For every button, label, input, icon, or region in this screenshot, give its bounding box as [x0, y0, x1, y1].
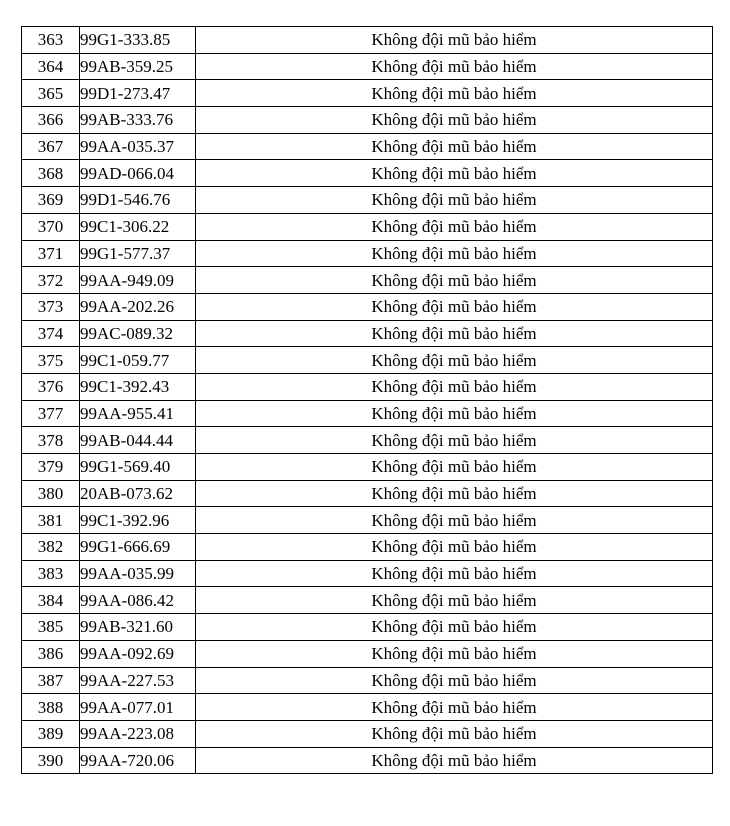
table-row [22, 53, 713, 80]
license-plate-cell: 99AA-949.09 [80, 267, 196, 294]
row-index-cell: 367 [22, 133, 80, 160]
violation-cell: Không đội mũ bảo hiểm [196, 400, 713, 427]
violation-cell: Không đội mũ bảo hiểm [196, 320, 713, 347]
license-plate-cell: 20AB-073.62 [80, 480, 196, 507]
violation-cell: Không đội mũ bảo hiểm [196, 293, 713, 320]
license-plate-cell: 99AD-066.04 [80, 160, 196, 187]
violations-table [21, 26, 713, 774]
license-plate-cell: 99AB-044.44 [80, 427, 196, 454]
table-row [22, 427, 713, 454]
violation-cell: Không đội mũ bảo hiểm [196, 240, 713, 267]
table-row [22, 160, 713, 187]
violation-cell: Không đội mũ bảo hiểm [196, 213, 713, 240]
table-row [22, 747, 713, 774]
violation-cell: Không đội mũ bảo hiểm [196, 347, 713, 374]
license-plate-cell: 99D1-546.76 [80, 187, 196, 214]
violation-cell: Không đội mũ bảo hiểm [196, 694, 713, 721]
row-index-cell: 376 [22, 373, 80, 400]
license-plate-cell: 99G1-577.37 [80, 240, 196, 267]
violation-cell: Không đội mũ bảo hiểm [196, 747, 713, 774]
table-row [22, 507, 713, 534]
table-row [22, 373, 713, 400]
violation-cell: Không đội mũ bảo hiểm [196, 454, 713, 481]
row-index-cell: 388 [22, 694, 80, 721]
row-index-cell: 389 [22, 720, 80, 747]
row-index-cell: 372 [22, 267, 80, 294]
violation-cell: Không đội mũ bảo hiểm [196, 427, 713, 454]
license-plate-cell: 99AC-089.32 [80, 320, 196, 347]
violation-cell: Không đội mũ bảo hiểm [196, 160, 713, 187]
table-row [22, 107, 713, 134]
table-row [22, 80, 713, 107]
table-row [22, 267, 713, 294]
violation-cell: Không đội mũ bảo hiểm [196, 107, 713, 134]
violation-cell: Không đội mũ bảo hiểm [196, 534, 713, 561]
violations-table-body [22, 27, 713, 774]
table-row [22, 213, 713, 240]
license-plate-cell: 99AB-359.25 [80, 53, 196, 80]
violation-cell: Không đội mũ bảo hiểm [196, 27, 713, 54]
license-plate-cell: 99C1-392.43 [80, 373, 196, 400]
row-index-cell: 385 [22, 614, 80, 641]
table-row [22, 480, 713, 507]
row-index-cell: 387 [22, 667, 80, 694]
row-index-cell: 377 [22, 400, 80, 427]
row-index-cell: 386 [22, 640, 80, 667]
row-index-cell: 369 [22, 187, 80, 214]
violation-cell: Không đội mũ bảo hiểm [196, 614, 713, 641]
violation-cell: Không đội mũ bảo hiểm [196, 133, 713, 160]
row-index-cell: 383 [22, 560, 80, 587]
table-row [22, 560, 713, 587]
violation-cell: Không đội mũ bảo hiểm [196, 640, 713, 667]
row-index-cell: 373 [22, 293, 80, 320]
table-row [22, 614, 713, 641]
row-index-cell: 368 [22, 160, 80, 187]
license-plate-cell: 99AA-720.06 [80, 747, 196, 774]
row-index-cell: 378 [22, 427, 80, 454]
license-plate-cell: 99AA-227.53 [80, 667, 196, 694]
license-plate-cell: 99G1-569.40 [80, 454, 196, 481]
row-index-cell: 366 [22, 107, 80, 134]
violation-cell: Không đội mũ bảo hiểm [196, 80, 713, 107]
license-plate-cell: 99AA-086.42 [80, 587, 196, 614]
row-index-cell: 371 [22, 240, 80, 267]
license-plate-cell: 99AA-223.08 [80, 720, 196, 747]
violation-cell: Không đội mũ bảo hiểm [196, 720, 713, 747]
license-plate-cell: 99AA-955.41 [80, 400, 196, 427]
row-index-cell: 375 [22, 347, 80, 374]
row-index-cell: 370 [22, 213, 80, 240]
table-row [22, 454, 713, 481]
license-plate-cell: 99AA-077.01 [80, 694, 196, 721]
table-row [22, 720, 713, 747]
violation-cell: Không đội mũ bảo hiểm [196, 53, 713, 80]
table-row [22, 347, 713, 374]
table-row [22, 320, 713, 347]
row-index-cell: 363 [22, 27, 80, 54]
license-plate-cell: 99AA-202.26 [80, 293, 196, 320]
table-row [22, 694, 713, 721]
row-index-cell: 365 [22, 80, 80, 107]
license-plate-cell: 99AA-035.37 [80, 133, 196, 160]
license-plate-cell: 99C1-059.77 [80, 347, 196, 374]
license-plate-cell: 99AA-092.69 [80, 640, 196, 667]
row-index-cell: 381 [22, 507, 80, 534]
violation-cell: Không đội mũ bảo hiểm [196, 187, 713, 214]
violation-cell: Không đội mũ bảo hiểm [196, 373, 713, 400]
license-plate-cell: 99C1-392.96 [80, 507, 196, 534]
table-row [22, 400, 713, 427]
row-index-cell: 379 [22, 454, 80, 481]
violation-cell: Không đội mũ bảo hiểm [196, 507, 713, 534]
license-plate-cell: 99AB-321.60 [80, 614, 196, 641]
row-index-cell: 390 [22, 747, 80, 774]
license-plate-cell: 99C1-306.22 [80, 213, 196, 240]
table-row [22, 640, 713, 667]
license-plate-cell: 99AB-333.76 [80, 107, 196, 134]
table-row [22, 534, 713, 561]
license-plate-cell: 99D1-273.47 [80, 80, 196, 107]
row-index-cell: 384 [22, 587, 80, 614]
violation-cell: Không đội mũ bảo hiểm [196, 667, 713, 694]
violation-cell: Không đội mũ bảo hiểm [196, 267, 713, 294]
violation-cell: Không đội mũ bảo hiểm [196, 560, 713, 587]
table-row [22, 133, 713, 160]
license-plate-cell: 99G1-666.69 [80, 534, 196, 561]
table-row [22, 587, 713, 614]
row-index-cell: 374 [22, 320, 80, 347]
row-index-cell: 364 [22, 53, 80, 80]
table-row [22, 293, 713, 320]
row-index-cell: 382 [22, 534, 80, 561]
license-plate-cell: 99AA-035.99 [80, 560, 196, 587]
license-plate-cell: 99G1-333.85 [80, 27, 196, 54]
table-row [22, 240, 713, 267]
violation-cell: Không đội mũ bảo hiểm [196, 480, 713, 507]
table-row [22, 187, 713, 214]
table-row [22, 27, 713, 54]
row-index-cell: 380 [22, 480, 80, 507]
table-row [22, 667, 713, 694]
violation-cell: Không đội mũ bảo hiểm [196, 587, 713, 614]
